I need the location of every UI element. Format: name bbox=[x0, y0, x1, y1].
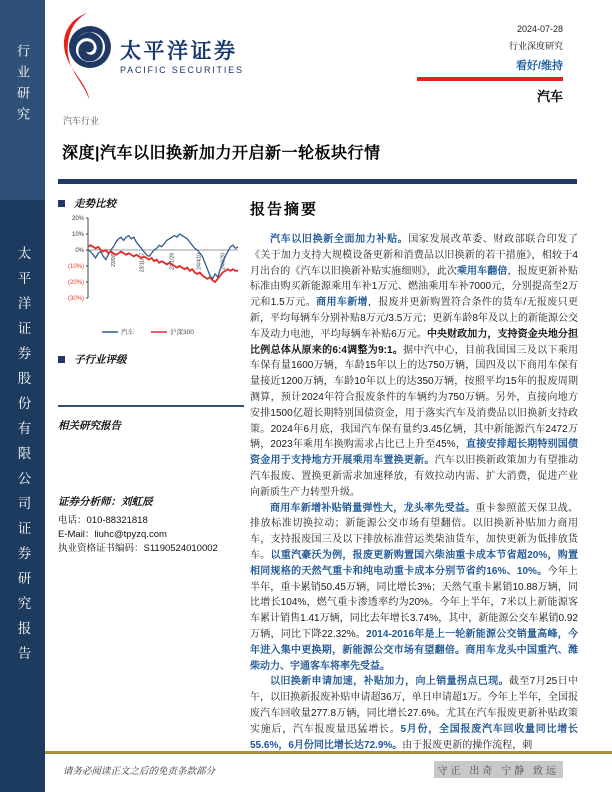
svg-text:(10%): (10%) bbox=[67, 264, 84, 270]
summary-paragraphs bbox=[250, 232, 578, 753]
svg-text:10%: 10% bbox=[71, 232, 84, 238]
trend-chart-svg bbox=[58, 210, 244, 342]
related-reports-header: 相关研究报告 bbox=[58, 420, 121, 432]
svg-text:汽车: 汽车 bbox=[121, 329, 134, 336]
sidebar-bottom-block bbox=[0, 200, 45, 792]
svg-text:沪深300: 沪深300 bbox=[170, 329, 194, 336]
analyst-info-block bbox=[58, 494, 218, 556]
logo-en-name: PACIFIC SECURITIES bbox=[120, 65, 244, 76]
summary-paragraph: 商用车新增补贴销量弹性大，龙头率先受益。重卡参照蓝天保卫战、排放标准切换拉动；新能源公交市场有望翻倍。以旧换新补贴加力商用车，支持报废国三及以下排放标准营运类柴油货车，加快更新为低排放货车。以重汽豪沃为例，报废更新购置国六柴油重卡成本节省超20%，购置相同规格的天然气重卡和纯电动重卡成本分别节省约16%、10%。今年上半年，重卡累销50.45万辆，同比增长3%；天然气重卡累销10.88万辆，同比增长104%，燃气重卡渗透率约为20%。今年上半年，7米以上新能源客车累计销售1.41万辆，同比去年增长3.74%，其中，新能源公交车累销0.92万辆，同比下降22.32%。2014-2016年是上一轮新能源公交销量高峰，今年进入集中更换期，新能源公交市场有望翻倍。商用车龙头中国重汽、潍柴动力、宇通客车将率先受益。 bbox=[250, 502, 579, 672]
sidebar-top-block bbox=[0, 0, 45, 200]
analyst-phone: 电话：010-88321818 bbox=[58, 515, 148, 526]
left-column bbox=[58, 196, 244, 756]
svg-text:0%: 0% bbox=[75, 248, 84, 254]
subindustry-rating-section bbox=[58, 352, 127, 367]
industry-rating: 看好/维持 bbox=[515, 60, 563, 72]
company-motto: 守正 出奇 宁静 致远 bbox=[434, 761, 563, 778]
trend-comparison-header: 走势比较 bbox=[74, 198, 116, 210]
sidebar-company-report-label: 太平洋证券股份有限公司证券研究报告 bbox=[15, 246, 31, 671]
disclaimer-text: 请务必阅读正文之后的免责条款部分 bbox=[63, 765, 216, 777]
svg-text:23/11/17: 23/11/17 bbox=[139, 253, 146, 273]
analyst-license: 执业资格证书编码：S1190524010002 bbox=[58, 543, 218, 554]
report-date: 2024-07-28 bbox=[516, 24, 563, 34]
svg-text:24/6/20: 24/6/20 bbox=[220, 253, 227, 270]
logo-cn-name: 太平洋证券 bbox=[120, 40, 238, 63]
svg-text:20%: 20% bbox=[71, 216, 84, 222]
summary-header: 报告摘要 bbox=[250, 201, 319, 218]
company-logo bbox=[60, 12, 244, 100]
gold-footer-line bbox=[45, 751, 612, 754]
svg-text:(30%): (30%) bbox=[67, 296, 84, 302]
report-summary-column bbox=[250, 198, 578, 753]
logo-text-block bbox=[120, 40, 244, 75]
industry-small-label: 汽车行业 bbox=[63, 116, 100, 126]
analyst-name: 证券分析师：刘虹辰 bbox=[58, 496, 153, 508]
navy-title-bar bbox=[58, 179, 577, 184]
page-title: 深度|汽车以旧换新加力开启新一轮板块行情 bbox=[62, 145, 381, 162]
page-footer bbox=[63, 761, 563, 778]
trend-chart bbox=[58, 210, 244, 342]
svg-text:23/9/8: 23/9/8 bbox=[111, 253, 117, 267]
trend-comparison-section bbox=[58, 196, 116, 211]
left-column-divider bbox=[58, 405, 244, 407]
summary-paragraph: 汽车以旧换新全面加力补贴。国家发展改革委、财政部联合印发了《关于加力支持大规模设备更新和消费品以旧换新的若干措施》，相较于4月出台的《汽车以旧换新补贴实施细则》，此次乘用车翻倍，报废更新补贴标准由购买新能源乘用车补1万元、燃油乘用车补7000元，分别提高至2万元和1.5万元。商用车新增，报废并更新购置符合条件的货车/无报废只更新，平均每辆车分别补贴8万元/3.5万元；更新车龄8年及以上的新能源公交车及动力电池，平均每辆车补贴6万元。中央财政加力，支持资金央地分担比例总体从原来的6:4调整为9:1。据中汽中心，目前我国国三及以下乘用车保有量1600万辆，车龄15年以上的达750万辆，国四及以下商用车保有量接近1200万辆，车龄10年以上的达350万辆，按照平均15年的报废周期测算，预计2024年符合报废条件的车辆约为750万辆。另外，直接向地方安排1500亿超长期特别国债资金，用于落实汽车及消费品以旧换新支持政策。2024年6月底，我国汽车保有量约3.45亿辆，其中新能源汽车2472万辆，2023年乘用车换购需求占比已上升至45%，直接安排超长期特别国债资金用于支持地方开展乘用车置换更新。汽车以旧换新政策加力有望推动汽车报废、置换更新需求加速释放，有效拉动内需、扩大消费，促进产业向新质生产力转型升级。 bbox=[250, 234, 579, 498]
subindustry-rating-header: 子行业评级 bbox=[74, 354, 127, 366]
report-type-label: 行业深度研究 bbox=[508, 41, 563, 51]
red-divider-line bbox=[417, 77, 563, 81]
svg-text:24/1/29: 24/1/29 bbox=[169, 253, 176, 270]
svg-text:24/4/10: 24/4/10 bbox=[196, 253, 203, 270]
pacific-securities-logo-icon bbox=[60, 12, 114, 100]
industry-name: 汽车 bbox=[536, 89, 563, 104]
left-sidebar bbox=[0, 0, 45, 792]
analyst-email-link[interactable]: E-Mail：liuhc@tpyzq.com bbox=[58, 529, 167, 540]
svg-text:(20%): (20%) bbox=[67, 280, 84, 286]
header-meta-block bbox=[393, 24, 563, 105]
sidebar-industry-research-label: 行业研究 bbox=[15, 44, 30, 128]
square-bullet-icon bbox=[58, 200, 65, 207]
summary-paragraph: 以旧换新申请加速，补贴加力，向上销量拐点已现。截至7月25日中午，以旧换新报废补贴申请超36万，单日申请超1万。今年上半年，全国报废汽车回收量277.8万辆，同比增长27.6%。尤其在汽车报废更新补贴政策实施后，汽车报废量迅猛增长。5月份，全国报废汽车回收量同比增长55.6%，6月份同比增长达72.9%。由于报废更新的操作流程，刺 bbox=[250, 676, 579, 751]
square-bullet-icon bbox=[58, 356, 65, 363]
